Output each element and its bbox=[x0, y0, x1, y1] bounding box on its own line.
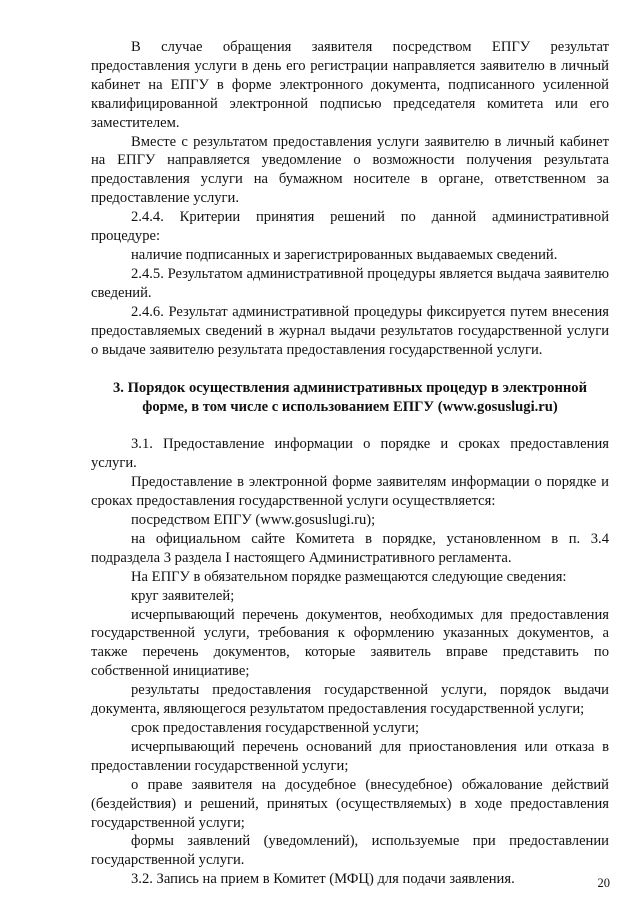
list-item-official-site: на официальном сайте Комитета в порядке, установленном в п. 3.4 подраздела 3 раздела I настоящего Административного регламента. bbox=[91, 530, 609, 566]
section-heading: 3. Порядок осуществления административных процедур в электронной форме, в том числе с использованием ЕПГУ (www.gosuslugi.ru) bbox=[112, 380, 587, 416]
list-item-forms: формы заявлений (уведомлений), используемые при предоставлении государственной услуги. bbox=[91, 833, 609, 869]
paragraph-3-2: 3.2. Запись на прием в Комитет (МФЦ) для подачи заявления. bbox=[131, 871, 515, 888]
paragraph-info-provision: Предоставление в электронной форме заявителям информации о порядке и сроках предоставления государственной услуги осуществляется: bbox=[91, 474, 609, 510]
list-item-epgu: посредством ЕПГУ (www.gosuslugi.ru); bbox=[131, 512, 376, 529]
page-number: 20 bbox=[597, 876, 610, 890]
list-item-appeal: о праве заявителя на досудебное (внесудебное) обжалование действий (бездействия) и решений, принятых (осуществляемых) в ходе предоставления государственной услуги; bbox=[91, 776, 609, 831]
list-item-documents: исчерпывающий перечень документов, необходимых для предоставления государственной услуги, требования к оформлению указанных документов, а также перечень документов, которые заявитель вправе представить по собственной инициативе; bbox=[91, 606, 609, 680]
paragraph-2-4-5: 2.4.5. Результатом административной процедуры является выдача заявителю сведений. bbox=[91, 265, 609, 301]
paragraph-epgu-info: На ЕПГУ в обязательном порядке размещаются следующие сведения: bbox=[131, 568, 567, 585]
paragraph-2-4-6: 2.4.6. Результат административной процедуры фиксируется путем внесения предоставляемых сведений в журнал выдачи результатов государственной услуги о выдаче заявителю результата предоставления государственной услуги. bbox=[91, 303, 609, 358]
paragraph-notification: Вместе с результатом предоставления услуги заявителю в личный кабинет на ЕПГУ направляется уведомление о возможности получения результата предоставления услуги на бумажном носителе в органе, ответственном за предоставление услуги. bbox=[91, 133, 609, 207]
paragraph-2-4-4: 2.4.4. Критерии принятия решений по данной административной процедуре: bbox=[91, 209, 609, 245]
list-item-grounds: исчерпывающий перечень оснований для приостановления или отказа в предоставлении государственной услуги; bbox=[91, 738, 609, 774]
document-page bbox=[91, 38, 609, 889]
list-item-results: результаты предоставления государственной услуги, порядок выдачи документа, являющегося результатом предоставления государственной услуги; bbox=[91, 682, 609, 718]
list-item-term: срок предоставления государственной услуги; bbox=[131, 720, 420, 736]
paragraph-epgu-result: В случае обращения заявителя посредством ЕПГУ результат предоставления услуги в день его регистрации направляется заявителю в личный кабинет на ЕПГУ в форме электронного документа, подписанного усиленной квалифицированной электронной подписью председателя комитета или его заместителем. bbox=[91, 39, 609, 131]
paragraph-3-1: 3.1. Предоставление информации о порядке и сроках предоставления услуги. bbox=[91, 436, 609, 472]
paragraph-criteria: наличие подписанных и зарегистрированных выдаваемых сведений. bbox=[131, 246, 558, 263]
list-item-applicants: круг заявителей; bbox=[131, 587, 235, 604]
